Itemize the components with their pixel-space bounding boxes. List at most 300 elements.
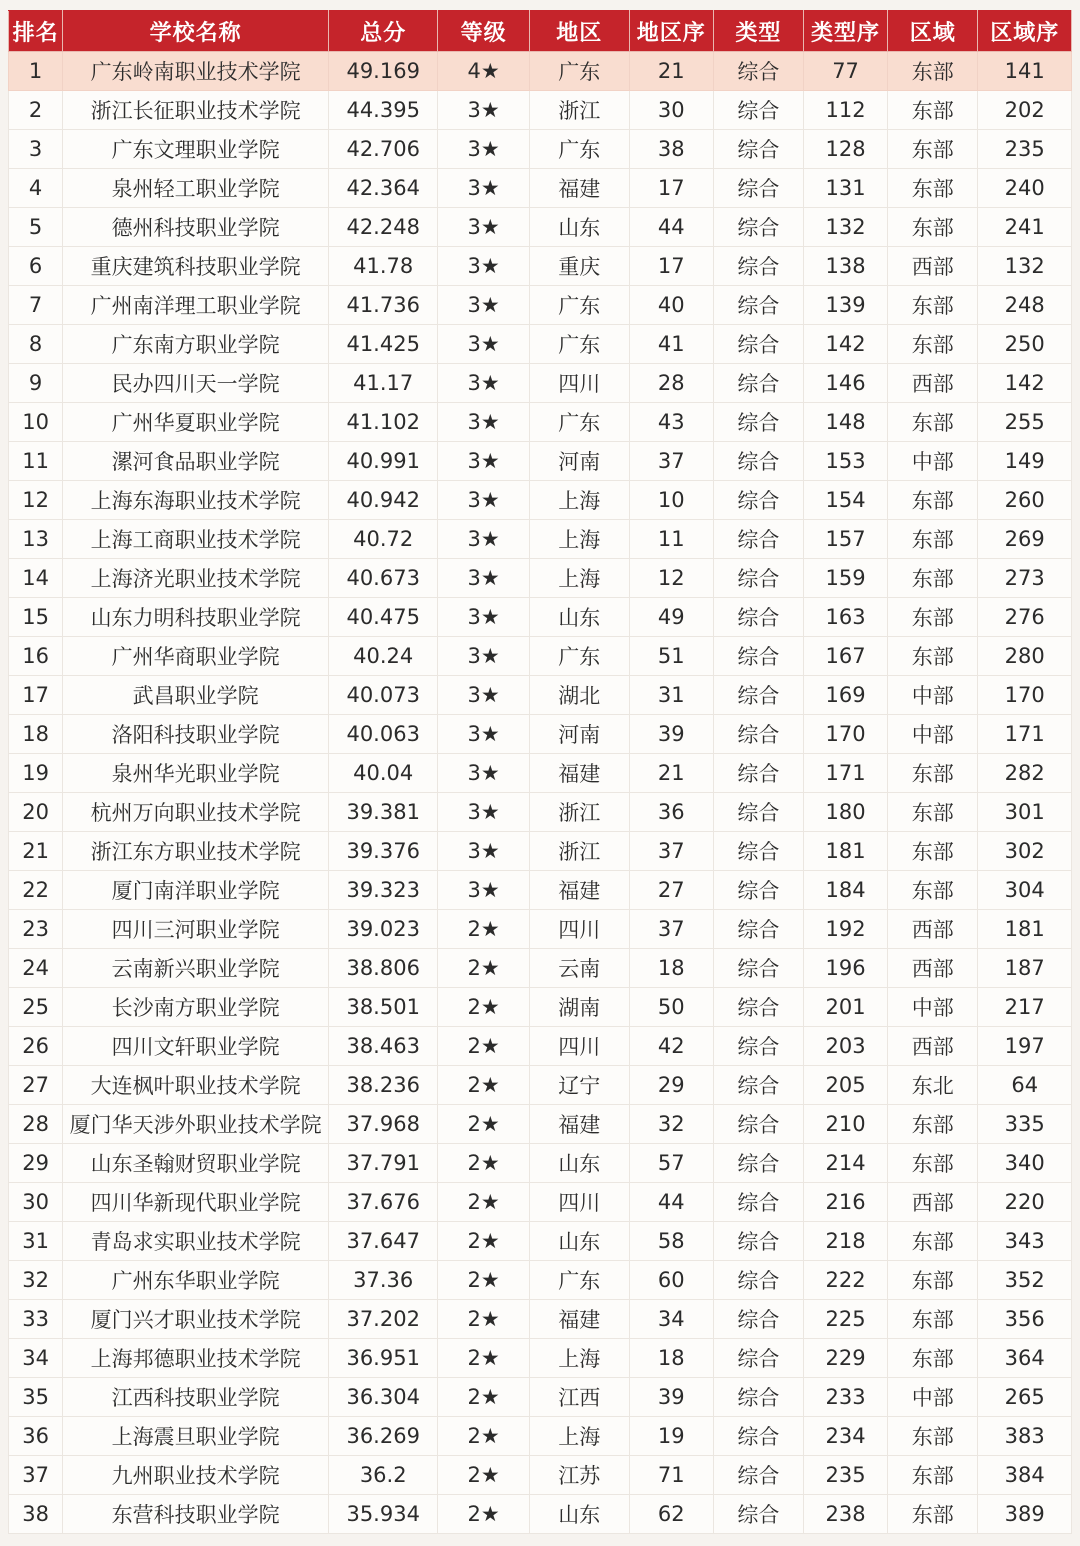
cell-grade: 3★ bbox=[438, 676, 529, 715]
table-row bbox=[9, 1105, 1072, 1144]
cell-type_rank: 154 bbox=[804, 481, 888, 520]
cell-school_name: 泉州轻工职业学院 bbox=[63, 169, 329, 208]
table-row bbox=[9, 793, 1072, 832]
cell-region_rank: 29 bbox=[629, 1066, 713, 1105]
cell-area: 中部 bbox=[888, 442, 978, 481]
cell-area: 东部 bbox=[888, 832, 978, 871]
cell-grade: 3★ bbox=[438, 559, 529, 598]
cell-type_rank: 112 bbox=[804, 91, 888, 130]
cell-school_name: 广东南方职业学院 bbox=[63, 325, 329, 364]
cell-grade: 2★ bbox=[438, 1066, 529, 1105]
cell-type_rank: 214 bbox=[804, 1144, 888, 1183]
cell-area: 东部 bbox=[888, 169, 978, 208]
cell-rank: 2 bbox=[9, 91, 63, 130]
cell-total_score: 37.676 bbox=[328, 1183, 437, 1222]
cell-region: 广东 bbox=[529, 637, 629, 676]
cell-grade: 3★ bbox=[438, 793, 529, 832]
cell-area_rank: 302 bbox=[978, 832, 1072, 871]
cell-grade: 3★ bbox=[438, 715, 529, 754]
cell-school_name: 上海震旦职业学院 bbox=[63, 1417, 329, 1456]
cell-rank: 28 bbox=[9, 1105, 63, 1144]
cell-area: 西部 bbox=[888, 364, 978, 403]
cell-region: 江西 bbox=[529, 1378, 629, 1417]
cell-region: 山东 bbox=[529, 598, 629, 637]
cell-area: 东部 bbox=[888, 559, 978, 598]
cell-area_rank: 383 bbox=[978, 1417, 1072, 1456]
cell-type_rank: 218 bbox=[804, 1222, 888, 1261]
cell-region: 福建 bbox=[529, 1300, 629, 1339]
cell-area_rank: 220 bbox=[978, 1183, 1072, 1222]
cell-school_name: 重庆建筑科技职业学院 bbox=[63, 247, 329, 286]
cell-area_rank: 389 bbox=[978, 1495, 1072, 1534]
cell-total_score: 39.381 bbox=[328, 793, 437, 832]
cell-grade: 2★ bbox=[438, 988, 529, 1027]
table-row bbox=[9, 442, 1072, 481]
cell-region_rank: 34 bbox=[629, 1300, 713, 1339]
cell-type: 综合 bbox=[713, 325, 803, 364]
cell-type: 综合 bbox=[713, 169, 803, 208]
cell-total_score: 37.647 bbox=[328, 1222, 437, 1261]
cell-area: 东部 bbox=[888, 1261, 978, 1300]
cell-type: 综合 bbox=[713, 520, 803, 559]
cell-type: 综合 bbox=[713, 247, 803, 286]
cell-area: 中部 bbox=[888, 988, 978, 1027]
cell-region_rank: 57 bbox=[629, 1144, 713, 1183]
cell-total_score: 42.248 bbox=[328, 208, 437, 247]
cell-region: 广东 bbox=[529, 130, 629, 169]
table-row bbox=[9, 1339, 1072, 1378]
cell-area: 东部 bbox=[888, 520, 978, 559]
cell-area: 东部 bbox=[888, 208, 978, 247]
cell-total_score: 40.073 bbox=[328, 676, 437, 715]
cell-total_score: 40.063 bbox=[328, 715, 437, 754]
cell-type_rank: 167 bbox=[804, 637, 888, 676]
cell-region_rank: 21 bbox=[629, 52, 713, 91]
cell-total_score: 36.2 bbox=[328, 1456, 437, 1495]
cell-region: 广东 bbox=[529, 403, 629, 442]
table-row bbox=[9, 910, 1072, 949]
table-row bbox=[9, 91, 1072, 130]
cell-type: 综合 bbox=[713, 130, 803, 169]
col-header-school-name: 学校名称 bbox=[63, 11, 329, 52]
cell-area_rank: 132 bbox=[978, 247, 1072, 286]
cell-rank: 23 bbox=[9, 910, 63, 949]
cell-region_rank: 37 bbox=[629, 442, 713, 481]
cell-rank: 14 bbox=[9, 559, 63, 598]
cell-school_name: 四川三河职业学院 bbox=[63, 910, 329, 949]
cell-rank: 17 bbox=[9, 676, 63, 715]
cell-region_rank: 58 bbox=[629, 1222, 713, 1261]
cell-school_name: 青岛求实职业技术学院 bbox=[63, 1222, 329, 1261]
table-row bbox=[9, 1456, 1072, 1495]
col-header-region-rank: 地区序 bbox=[629, 11, 713, 52]
table-row bbox=[9, 325, 1072, 364]
cell-area: 东部 bbox=[888, 481, 978, 520]
cell-total_score: 38.463 bbox=[328, 1027, 437, 1066]
cell-area: 中部 bbox=[888, 715, 978, 754]
cell-type: 综合 bbox=[713, 1495, 803, 1534]
cell-rank: 13 bbox=[9, 520, 63, 559]
cell-type_rank: 233 bbox=[804, 1378, 888, 1417]
cell-type: 综合 bbox=[713, 1300, 803, 1339]
table-row bbox=[9, 130, 1072, 169]
cell-total_score: 37.968 bbox=[328, 1105, 437, 1144]
cell-region: 四川 bbox=[529, 364, 629, 403]
cell-region: 河南 bbox=[529, 715, 629, 754]
cell-total_score: 36.304 bbox=[328, 1378, 437, 1417]
cell-grade: 2★ bbox=[438, 1300, 529, 1339]
cell-area_rank: 304 bbox=[978, 871, 1072, 910]
table-row bbox=[9, 1066, 1072, 1105]
cell-region_rank: 36 bbox=[629, 793, 713, 832]
cell-type: 综合 bbox=[713, 598, 803, 637]
cell-region_rank: 32 bbox=[629, 1105, 713, 1144]
cell-type: 综合 bbox=[713, 715, 803, 754]
cell-type_rank: 181 bbox=[804, 832, 888, 871]
cell-school_name: 广东岭南职业技术学院 bbox=[63, 52, 329, 91]
cell-school_name: 洛阳科技职业学院 bbox=[63, 715, 329, 754]
cell-area_rank: 356 bbox=[978, 1300, 1072, 1339]
cell-rank: 22 bbox=[9, 871, 63, 910]
cell-total_score: 39.323 bbox=[328, 871, 437, 910]
table-row bbox=[9, 1222, 1072, 1261]
cell-region: 山东 bbox=[529, 1144, 629, 1183]
cell-school_name: 上海济光职业技术学院 bbox=[63, 559, 329, 598]
cell-type_rank: 139 bbox=[804, 286, 888, 325]
cell-grade: 3★ bbox=[438, 754, 529, 793]
cell-grade: 3★ bbox=[438, 481, 529, 520]
cell-region_rank: 18 bbox=[629, 1339, 713, 1378]
cell-type: 综合 bbox=[713, 364, 803, 403]
cell-total_score: 36.951 bbox=[328, 1339, 437, 1378]
cell-grade: 2★ bbox=[438, 1495, 529, 1534]
cell-type_rank: 238 bbox=[804, 1495, 888, 1534]
cell-total_score: 40.04 bbox=[328, 754, 437, 793]
cell-rank: 21 bbox=[9, 832, 63, 871]
cell-region_rank: 28 bbox=[629, 364, 713, 403]
cell-area_rank: 364 bbox=[978, 1339, 1072, 1378]
table-row bbox=[9, 832, 1072, 871]
cell-area: 中部 bbox=[888, 1378, 978, 1417]
table-row bbox=[9, 988, 1072, 1027]
cell-type_rank: 153 bbox=[804, 442, 888, 481]
cell-school_name: 广州华夏职业学院 bbox=[63, 403, 329, 442]
table-row bbox=[9, 559, 1072, 598]
cell-total_score: 40.24 bbox=[328, 637, 437, 676]
cell-region: 浙江 bbox=[529, 91, 629, 130]
cell-rank: 24 bbox=[9, 949, 63, 988]
cell-region: 上海 bbox=[529, 520, 629, 559]
cell-region: 江苏 bbox=[529, 1456, 629, 1495]
cell-region_rank: 49 bbox=[629, 598, 713, 637]
cell-school_name: 云南新兴职业学院 bbox=[63, 949, 329, 988]
cell-type_rank: 146 bbox=[804, 364, 888, 403]
cell-school_name: 长沙南方职业学院 bbox=[63, 988, 329, 1027]
cell-region_rank: 41 bbox=[629, 325, 713, 364]
cell-region_rank: 37 bbox=[629, 832, 713, 871]
cell-rank: 7 bbox=[9, 286, 63, 325]
cell-school_name: 上海工商职业技术学院 bbox=[63, 520, 329, 559]
cell-school_name: 杭州万向职业技术学院 bbox=[63, 793, 329, 832]
cell-grade: 3★ bbox=[438, 403, 529, 442]
cell-region_rank: 17 bbox=[629, 169, 713, 208]
cell-rank: 19 bbox=[9, 754, 63, 793]
cell-grade: 2★ bbox=[438, 1456, 529, 1495]
cell-grade: 2★ bbox=[438, 1339, 529, 1378]
cell-school_name: 大连枫叶职业技术学院 bbox=[63, 1066, 329, 1105]
table-row bbox=[9, 520, 1072, 559]
cell-area_rank: 335 bbox=[978, 1105, 1072, 1144]
table-body bbox=[9, 52, 1072, 1534]
cell-school_name: 厦门南洋职业学院 bbox=[63, 871, 329, 910]
cell-region: 辽宁 bbox=[529, 1066, 629, 1105]
cell-school_name: 广州东华职业学院 bbox=[63, 1261, 329, 1300]
cell-school_name: 广州南洋理工职业学院 bbox=[63, 286, 329, 325]
cell-region: 上海 bbox=[529, 1339, 629, 1378]
cell-rank: 26 bbox=[9, 1027, 63, 1066]
cell-school_name: 德州科技职业学院 bbox=[63, 208, 329, 247]
cell-region_rank: 44 bbox=[629, 208, 713, 247]
cell-type_rank: 77 bbox=[804, 52, 888, 91]
cell-area: 西部 bbox=[888, 949, 978, 988]
table-row bbox=[9, 715, 1072, 754]
cell-grade: 3★ bbox=[438, 169, 529, 208]
cell-area_rank: 276 bbox=[978, 598, 1072, 637]
cell-region: 云南 bbox=[529, 949, 629, 988]
cell-total_score: 42.706 bbox=[328, 130, 437, 169]
cell-area_rank: 181 bbox=[978, 910, 1072, 949]
cell-type: 综合 bbox=[713, 1105, 803, 1144]
cell-region: 广东 bbox=[529, 1261, 629, 1300]
cell-grade: 3★ bbox=[438, 91, 529, 130]
cell-area: 东部 bbox=[888, 637, 978, 676]
cell-region: 上海 bbox=[529, 559, 629, 598]
ranking-table bbox=[8, 10, 1072, 1534]
cell-region: 福建 bbox=[529, 754, 629, 793]
cell-region_rank: 71 bbox=[629, 1456, 713, 1495]
cell-grade: 2★ bbox=[438, 1261, 529, 1300]
cell-area_rank: 384 bbox=[978, 1456, 1072, 1495]
cell-rank: 9 bbox=[9, 364, 63, 403]
cell-type: 综合 bbox=[713, 286, 803, 325]
cell-region_rank: 19 bbox=[629, 1417, 713, 1456]
cell-type: 综合 bbox=[713, 1027, 803, 1066]
cell-type: 综合 bbox=[713, 676, 803, 715]
cell-region: 广东 bbox=[529, 52, 629, 91]
cell-type_rank: 222 bbox=[804, 1261, 888, 1300]
cell-grade: 3★ bbox=[438, 598, 529, 637]
cell-school_name: 山东力明科技职业学院 bbox=[63, 598, 329, 637]
cell-total_score: 39.376 bbox=[328, 832, 437, 871]
cell-type_rank: 196 bbox=[804, 949, 888, 988]
cell-region_rank: 40 bbox=[629, 286, 713, 325]
cell-area: 东部 bbox=[888, 1456, 978, 1495]
cell-type: 综合 bbox=[713, 637, 803, 676]
cell-area_rank: 280 bbox=[978, 637, 1072, 676]
cell-rank: 10 bbox=[9, 403, 63, 442]
cell-region_rank: 43 bbox=[629, 403, 713, 442]
cell-type_rank: 131 bbox=[804, 169, 888, 208]
cell-grade: 2★ bbox=[438, 1144, 529, 1183]
cell-school_name: 上海东海职业技术学院 bbox=[63, 481, 329, 520]
cell-rank: 5 bbox=[9, 208, 63, 247]
cell-total_score: 37.202 bbox=[328, 1300, 437, 1339]
cell-region_rank: 27 bbox=[629, 871, 713, 910]
cell-area: 东部 bbox=[888, 598, 978, 637]
cell-total_score: 40.72 bbox=[328, 520, 437, 559]
cell-type_rank: 170 bbox=[804, 715, 888, 754]
cell-type: 综合 bbox=[713, 1183, 803, 1222]
cell-rank: 20 bbox=[9, 793, 63, 832]
cell-grade: 2★ bbox=[438, 1105, 529, 1144]
cell-total_score: 44.395 bbox=[328, 91, 437, 130]
cell-area_rank: 265 bbox=[978, 1378, 1072, 1417]
table-row bbox=[9, 871, 1072, 910]
cell-grade: 3★ bbox=[438, 520, 529, 559]
cell-area_rank: 343 bbox=[978, 1222, 1072, 1261]
cell-type_rank: 235 bbox=[804, 1456, 888, 1495]
cell-rank: 33 bbox=[9, 1300, 63, 1339]
cell-area: 西部 bbox=[888, 247, 978, 286]
cell-total_score: 42.364 bbox=[328, 169, 437, 208]
cell-school_name: 九州职业技术学院 bbox=[63, 1456, 329, 1495]
col-header-rank: 排名 bbox=[9, 11, 63, 52]
cell-area: 西部 bbox=[888, 1027, 978, 1066]
cell-type_rank: 128 bbox=[804, 130, 888, 169]
cell-total_score: 40.673 bbox=[328, 559, 437, 598]
table-row bbox=[9, 1417, 1072, 1456]
cell-school_name: 浙江东方职业技术学院 bbox=[63, 832, 329, 871]
cell-area_rank: 171 bbox=[978, 715, 1072, 754]
cell-area_rank: 241 bbox=[978, 208, 1072, 247]
cell-area: 东部 bbox=[888, 130, 978, 169]
cell-area_rank: 255 bbox=[978, 403, 1072, 442]
cell-grade: 3★ bbox=[438, 871, 529, 910]
cell-grade: 2★ bbox=[438, 910, 529, 949]
table-row bbox=[9, 364, 1072, 403]
col-header-type-rank: 类型序 bbox=[804, 11, 888, 52]
cell-grade: 2★ bbox=[438, 949, 529, 988]
cell-school_name: 东营科技职业学院 bbox=[63, 1495, 329, 1534]
cell-region: 湖南 bbox=[529, 988, 629, 1027]
cell-type_rank: 225 bbox=[804, 1300, 888, 1339]
cell-type: 综合 bbox=[713, 1261, 803, 1300]
table-row bbox=[9, 949, 1072, 988]
cell-region_rank: 11 bbox=[629, 520, 713, 559]
cell-region: 山东 bbox=[529, 1495, 629, 1534]
cell-region: 广东 bbox=[529, 325, 629, 364]
cell-area: 东部 bbox=[888, 325, 978, 364]
cell-area_rank: 240 bbox=[978, 169, 1072, 208]
cell-type: 综合 bbox=[713, 832, 803, 871]
cell-area_rank: 202 bbox=[978, 91, 1072, 130]
cell-type: 综合 bbox=[713, 1222, 803, 1261]
cell-type_rank: 229 bbox=[804, 1339, 888, 1378]
col-header-total-score: 总分 bbox=[328, 11, 437, 52]
table-row bbox=[9, 286, 1072, 325]
header-row bbox=[9, 11, 1072, 52]
cell-type: 综合 bbox=[713, 481, 803, 520]
cell-rank: 3 bbox=[9, 130, 63, 169]
cell-total_score: 41.78 bbox=[328, 247, 437, 286]
cell-region: 浙江 bbox=[529, 793, 629, 832]
cell-total_score: 41.17 bbox=[328, 364, 437, 403]
cell-total_score: 49.169 bbox=[328, 52, 437, 91]
cell-area_rank: 340 bbox=[978, 1144, 1072, 1183]
cell-type: 综合 bbox=[713, 793, 803, 832]
cell-school_name: 浙江长征职业技术学院 bbox=[63, 91, 329, 130]
cell-region: 上海 bbox=[529, 481, 629, 520]
cell-region_rank: 17 bbox=[629, 247, 713, 286]
cell-type_rank: 192 bbox=[804, 910, 888, 949]
cell-rank: 11 bbox=[9, 442, 63, 481]
cell-region_rank: 60 bbox=[629, 1261, 713, 1300]
cell-region_rank: 44 bbox=[629, 1183, 713, 1222]
cell-grade: 3★ bbox=[438, 442, 529, 481]
cell-region: 福建 bbox=[529, 871, 629, 910]
cell-type_rank: 210 bbox=[804, 1105, 888, 1144]
cell-type: 综合 bbox=[713, 91, 803, 130]
cell-region_rank: 38 bbox=[629, 130, 713, 169]
cell-region_rank: 39 bbox=[629, 715, 713, 754]
table-row bbox=[9, 52, 1072, 91]
cell-type_rank: 159 bbox=[804, 559, 888, 598]
cell-rank: 29 bbox=[9, 1144, 63, 1183]
cell-grade: 3★ bbox=[438, 325, 529, 364]
col-header-grade: 等级 bbox=[438, 11, 529, 52]
cell-total_score: 40.942 bbox=[328, 481, 437, 520]
cell-rank: 25 bbox=[9, 988, 63, 1027]
cell-type_rank: 157 bbox=[804, 520, 888, 559]
table-row bbox=[9, 1183, 1072, 1222]
cell-type: 综合 bbox=[713, 1378, 803, 1417]
table-row bbox=[9, 1378, 1072, 1417]
cell-area_rank: 269 bbox=[978, 520, 1072, 559]
cell-area: 东部 bbox=[888, 1222, 978, 1261]
cell-total_score: 40.991 bbox=[328, 442, 437, 481]
cell-region: 湖北 bbox=[529, 676, 629, 715]
table-row bbox=[9, 1300, 1072, 1339]
col-header-region: 地区 bbox=[529, 11, 629, 52]
cell-area: 东部 bbox=[888, 754, 978, 793]
cell-area_rank: 248 bbox=[978, 286, 1072, 325]
cell-area: 东部 bbox=[888, 91, 978, 130]
cell-area: 西部 bbox=[888, 1183, 978, 1222]
cell-school_name: 厦门华天涉外职业技术学院 bbox=[63, 1105, 329, 1144]
cell-rank: 36 bbox=[9, 1417, 63, 1456]
col-header-type: 类型 bbox=[713, 11, 803, 52]
cell-region: 广东 bbox=[529, 286, 629, 325]
cell-school_name: 厦门兴才职业技术学院 bbox=[63, 1300, 329, 1339]
cell-school_name: 四川华新现代职业学院 bbox=[63, 1183, 329, 1222]
cell-area: 东部 bbox=[888, 793, 978, 832]
cell-rank: 6 bbox=[9, 247, 63, 286]
cell-area: 东部 bbox=[888, 52, 978, 91]
cell-region_rank: 10 bbox=[629, 481, 713, 520]
cell-grade: 3★ bbox=[438, 832, 529, 871]
cell-rank: 31 bbox=[9, 1222, 63, 1261]
cell-grade: 3★ bbox=[438, 130, 529, 169]
cell-grade: 2★ bbox=[438, 1222, 529, 1261]
cell-area_rank: 187 bbox=[978, 949, 1072, 988]
table-row bbox=[9, 1495, 1072, 1534]
cell-area_rank: 217 bbox=[978, 988, 1072, 1027]
cell-type: 综合 bbox=[713, 1144, 803, 1183]
cell-type: 综合 bbox=[713, 1417, 803, 1456]
cell-type: 综合 bbox=[713, 754, 803, 793]
cell-area_rank: 301 bbox=[978, 793, 1072, 832]
cell-school_name: 武昌职业学院 bbox=[63, 676, 329, 715]
